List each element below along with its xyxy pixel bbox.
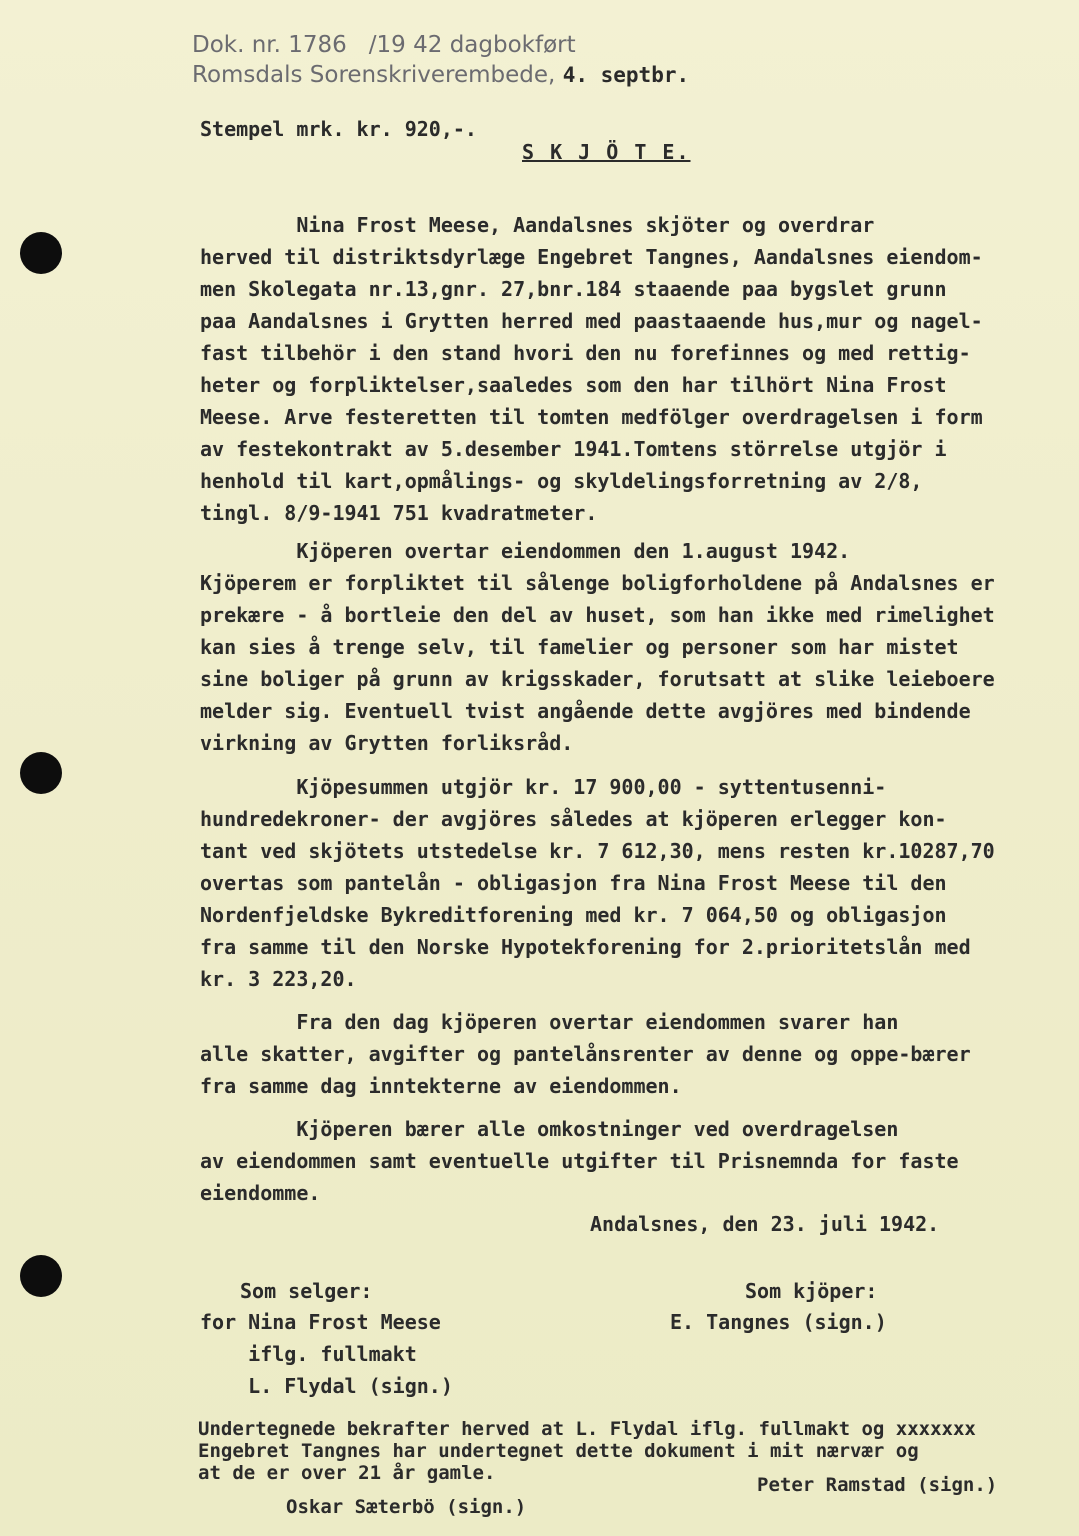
text-line: men Skolegata nr.13,gnr. 27,bnr.184 staaende paa bygslet grunn xyxy=(200,277,947,301)
punch-hole-top xyxy=(20,232,62,274)
text-line: heter og forpliktelser,saaledes som den har tilhört Nina Frost xyxy=(200,373,947,397)
text-line: Kjöperen bærer alle omkostninger ved overdragelsen xyxy=(200,1117,899,1141)
text-line: kan sies å trenge selv, til famelier og personer som har mistet xyxy=(200,635,959,659)
text-line: Kjöperen overtar eiendommen den 1.august 1942. xyxy=(200,539,851,563)
text-line: fast tilbehör i den stand hvori den nu forefinnes og med rettig- xyxy=(200,341,971,365)
text-line: kr. 3 223,20. xyxy=(200,967,357,991)
punch-hole-middle xyxy=(20,752,62,794)
text-line: Kjöpesummen utgjör kr. 17 900,00 - syttentusenni- xyxy=(200,775,887,799)
stamp-date: 4. septbr. xyxy=(562,63,690,87)
place-date: Andalsnes, den 23. juli 1942. xyxy=(590,1212,940,1236)
stamp-year-prefix: /19 xyxy=(368,32,406,58)
stamp-office: Romsdals Sorenskriverembede, xyxy=(192,62,556,88)
text-line: fra samme dag inntekterne av eiendommen. xyxy=(200,1074,682,1098)
text-line: melder sig. Eventuell tvist angående dette avgjöres med bindende xyxy=(200,699,971,723)
text-line: Fra den dag kjöperen overtar eiendommen svarer han xyxy=(200,1010,899,1034)
text-line: prekære - å bortleie den del av huset, som han ikke med rimelighet xyxy=(200,603,995,627)
text-line: virkning av Grytten forliksråd. xyxy=(200,731,574,755)
text-line: tant ved skjötets utstedelse kr. 7 612,30, mens resten kr.10287,70 xyxy=(200,839,995,863)
witness-line: Engebret Tangnes har undertegnet dette dokument i mit nærvær og xyxy=(198,1440,919,1462)
seller-line: for Nina Frost Meese xyxy=(200,1310,441,1334)
paragraph-4 xyxy=(200,1006,1040,1102)
punch-hole-bottom xyxy=(20,1255,62,1297)
text-line: fra samme til den Norske Hypotekforening for 2.prioritetslån med xyxy=(200,935,971,959)
text-line: eiendomme. xyxy=(200,1181,321,1205)
witness-signer-1: Peter Ramstad (sign.) xyxy=(757,1474,998,1496)
paragraph-5 xyxy=(200,1113,1040,1209)
witness-line: Undertegnede bekrafter herved at L. Flydal iflg. fullmakt og xxxxxxx xyxy=(198,1418,976,1440)
witness-signer-2: Oskar Sæterbö (sign.) xyxy=(286,1496,527,1518)
seller-heading: Som selger: xyxy=(240,1279,373,1303)
stamp-line-1 xyxy=(192,30,689,60)
stamp-prefix: Dok. nr. xyxy=(192,32,281,58)
paragraph-1 xyxy=(200,209,1040,529)
text-line: av eiendommen samt eventuelle utgifter til Prisnemnda for faste xyxy=(200,1149,959,1173)
registration-stamp xyxy=(192,30,689,90)
document-title: S K J Ö T E. xyxy=(522,140,691,164)
buyer-heading: Som kjöper: xyxy=(745,1279,878,1303)
text-line: sine boliger på grunn av krigsskader, forutsatt at slike leieboere xyxy=(200,667,995,691)
text-line: paa Aandalsnes i Grytten herred med paastaaende hus,mur og nagel- xyxy=(200,309,983,333)
paragraph-3 xyxy=(200,771,1040,995)
stamp-doc-number: 1786 xyxy=(288,32,347,58)
stamp-year: 42 xyxy=(413,32,443,58)
text-line: alle skatter, avgifter og pantelånsrenter av denne og oppe-bærer xyxy=(200,1042,971,1066)
witness-line: at de er over 21 år gamle. xyxy=(198,1462,496,1484)
text-line: hundredekroner- der avgjöres således at kjöperen erlegger kon- xyxy=(200,807,947,831)
text-line: Nina Frost Meese, Aandalsnes skjöter og overdrar xyxy=(200,213,875,237)
seller-line: iflg. fullmakt xyxy=(200,1342,417,1366)
text-line: tingl. 8/9-1941 751 kvadratmeter. xyxy=(200,501,598,525)
text-line: overtas som pantelån - obligasjon fra Nina Frost Meese til den xyxy=(200,871,947,895)
text-line: Nordenfjeldske Bykreditforening med kr. 7 064,50 og obligasjon xyxy=(200,903,947,927)
stamp-duty: Stempel mrk. kr. 920,-. xyxy=(200,117,477,141)
text-line: Kjöperem er forpliktet til sålenge boligforholdene på Andalsnes er xyxy=(200,571,995,595)
text-line: av festekontrakt av 5.desember 1941.Tomtens störrelse utgjör i xyxy=(200,437,947,461)
seller-line: L. Flydal (sign.) xyxy=(200,1374,453,1398)
paragraph-2 xyxy=(200,535,1040,759)
text-line: herved til distriktsdyrlæge Engebret Tangnes, Aandalsnes eiendom- xyxy=(200,245,983,269)
buyer-line: E. Tangnes (sign.) xyxy=(670,1310,887,1334)
stamp-dagbokfort: dagbokført xyxy=(449,32,576,58)
stamp-line-2 xyxy=(192,60,689,90)
text-line: henhold til kart,opmålings- og skyldelingsforretning av 2/8, xyxy=(200,469,923,493)
text-line: Meese. Arve festeretten til tomten medfölger overdragelsen i form xyxy=(200,405,983,429)
